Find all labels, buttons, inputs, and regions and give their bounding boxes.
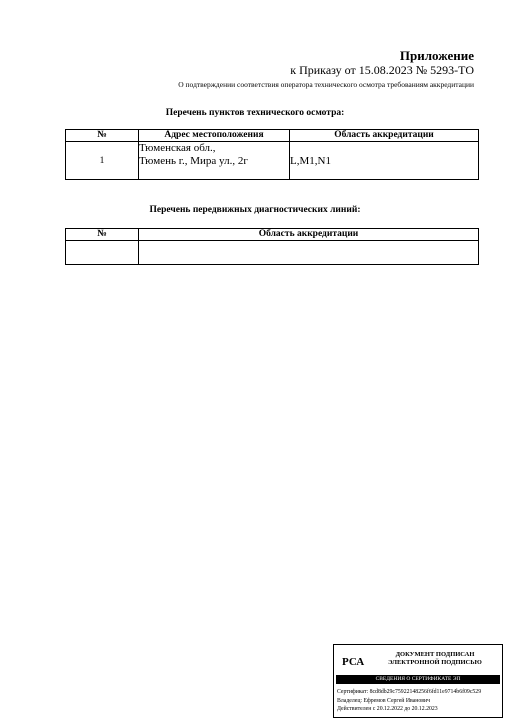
address-line-region: Тюменская обл., [139, 142, 216, 154]
row-accreditation-area [139, 241, 479, 265]
table-row [66, 142, 479, 180]
column-number: № [66, 130, 139, 142]
certificate-validity: Действителен с 20.12.2022 до 20.12.2023 [337, 706, 438, 712]
table-row [66, 241, 479, 265]
address-line-street: Тюмень г., Мира ул., 2г [139, 155, 248, 167]
appendix-title: Приложение [399, 48, 474, 63]
inspection-points-table [65, 129, 479, 180]
mobile-lines-heading: Перечень передвижных диагностических линий: [149, 205, 361, 215]
confirmation-subtitle: О подтверждении соответствия оператора технического осмотра требованиям аккредитации [178, 80, 474, 89]
row-number [66, 241, 139, 265]
column-address: Адрес местоположения [139, 130, 290, 142]
stamp-heading-line2: ЭЛЕКТРОННОЙ ПОДПИСЬЮ [388, 659, 482, 666]
column-accreditation-area: Область аккредитации [290, 130, 479, 142]
table-header-row [66, 130, 479, 142]
order-reference: к Приказу от 15.08.2023 № 5293-ТО [290, 63, 474, 77]
certificate-info-bar: СВЕДЕНИЯ О СЕРТИФИКАТЕ ЭП [336, 675, 500, 684]
inspection-points-heading: Перечень пунктов технического осмотра: [165, 108, 345, 118]
row-number: 1 [66, 142, 139, 180]
certificate-owner: Владелец: Ефремов Сергей Иванович [337, 697, 431, 704]
mobile-lines-table [65, 228, 479, 265]
row-address [139, 142, 290, 180]
column-accreditation-area: Область аккредитации [139, 229, 479, 241]
certificate-number: Сертификат: 8cd8db29c75922148256f6fd11e9714b6f09c529 [337, 689, 482, 695]
rsa-logo: РСА [342, 656, 365, 668]
stamp-heading-line1: ДОКУМЕНТ ПОДПИСАН [395, 651, 475, 658]
table-header-row [66, 229, 479, 241]
electronic-signature-stamp [333, 644, 503, 718]
column-number: № [66, 229, 139, 241]
row-accreditation-area: L,M1,N1 [290, 142, 479, 180]
certificate-details [337, 688, 481, 714]
stamp-heading [370, 651, 500, 667]
